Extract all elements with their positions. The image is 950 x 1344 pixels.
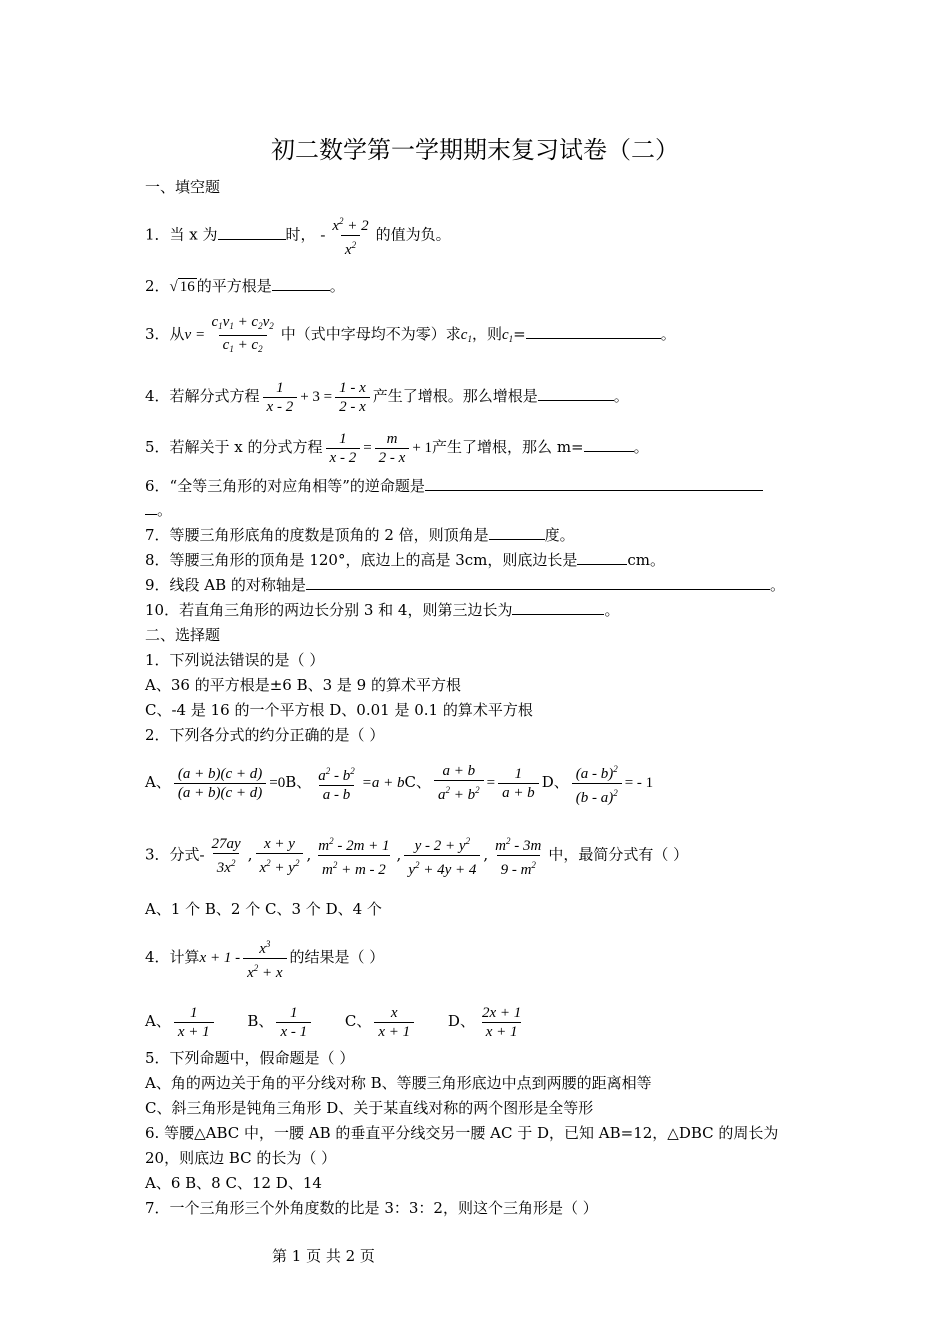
choice-q4: 4．计算x + 1 - $\frac{x^3}{x^2 + x}$ 的结果是（ ）	[145, 938, 385, 981]
answer-blank[interactable]	[584, 437, 634, 452]
choice-q5-options-ab: A、角的两边关于角的平分线对称 B、等腰三角形底边中点到两腰的距离相等	[145, 1074, 652, 1092]
answer-blank[interactable]	[145, 500, 157, 515]
fill-q6-cont: 。	[145, 500, 172, 520]
choice-q1-options-ab: A、36 的平方根是±6 B、3 是 9 的算术平方根	[145, 676, 461, 694]
choice-q1: 1．下列说法错误的是（ ）	[145, 651, 325, 669]
answer-blank[interactable]	[306, 575, 770, 590]
page-title: 初二数学第一学期期末复习试卷（二）	[271, 136, 679, 164]
choice-q2-options: A、 $\frac{(a + b)(c + d)}{(a + b)(c + d)}$ =0B、 $\frac{a^2 - b^2}{a - b}$ =a + bC、 $\frac{a + b}{a^2 + b^2}$ = $\frac{1}{a + b}$ D、 $\frac{(a - b)^2}{(b - a)^2}$ = - 1	[145, 763, 654, 806]
choice-q5: 5．下列命题中，假命题是（ ）	[145, 1049, 355, 1067]
fill-q2: 2．√ 16 的平方根是 。	[145, 277, 345, 295]
choice-q6-line1: 6. 等腰△ABC 中，一腰 AB 的垂直平分线交另一腰 AC 于 D，已知 AB=12，△DBC 的周长为	[145, 1124, 779, 1142]
answer-blank[interactable]	[538, 386, 614, 401]
answer-blank[interactable]	[425, 476, 763, 491]
fill-q7: 7．等腰三角形底角的度数是顶角的 2 倍，则顶角是 度。	[145, 526, 575, 544]
fill-q1: 1．当 x 为 时， - $\frac{x^2 + 2}{x^2}$ 的值为负。	[145, 216, 451, 258]
choice-q6-line2: 20，则底边 BC 的长为（ ）	[145, 1149, 337, 1167]
section-choice-heading: 二、选择题	[145, 626, 221, 644]
fill-q3: 3．从v = $\frac{c_1v_1 + c_2v_2}{c_1 + c_2}$ 中（式中字母均不为零）求$c_1$，则$c_1=$ 。	[145, 312, 676, 356]
fill-q9: 9．线段 AB 的对称轴是 。	[145, 576, 785, 594]
section-fill-heading: 一、填空题	[145, 178, 221, 196]
choice-q2: 2．下列各分式的约分正确的是（ ）	[145, 726, 385, 744]
choice-q1-options-cd: C、-4 是 16 的一个平方根 D、0.01 是 0.1 的算术平方根	[145, 701, 533, 719]
fill-q5: 5．若解关于 x 的分式方程 $\frac{1}{x - 2}$ = $\frac{m}{2 - x}$ + 1产生了增根，那么 m= 。	[145, 430, 649, 466]
answer-blank[interactable]	[512, 600, 604, 615]
choice-q5-options-cd: C、斜三角形是钝角三角形 D、关于某直线对称的两个图形是全等形	[145, 1099, 594, 1117]
answer-blank[interactable]	[526, 324, 661, 339]
choice-q3-options: A、1 个 B、2 个 C、3 个 D、4 个	[145, 900, 382, 918]
answer-blank[interactable]	[218, 225, 286, 240]
fill-q8: 8．等腰三角形的顶角是 120°，底边上的高是 3cm，则底边长是 cm。	[145, 551, 666, 569]
answer-blank[interactable]	[489, 525, 545, 540]
fill-q6: 6．“全等三角形的对应角相等”的逆命题是	[145, 476, 763, 496]
choice-q4-options: A、 $\frac{1}{x + 1}$ B、 $\frac{1}{x - 1}$ C、 $\frac{x}{x + 1}$ D、 $\frac{2x + 1}{x + 1}$	[145, 1004, 522, 1040]
choice-q3: 3．分式- $\frac{27ay}{3x^2}$ , $\frac{x + y}{x^2 + y^2}$ , $\frac{m^2 - 2m + 1}{m^2 + m - 2}$ , $\frac{y - 2 + y^2}{y^2 + 4y + 4}$ , $\frac{m^2 - 3m}{9 - m^2}$ 中，最简分式有（ ）	[145, 835, 689, 878]
page-footer: 第 1 页 共 2 页	[272, 1247, 375, 1265]
answer-blank[interactable]	[272, 276, 330, 291]
fill-q10: 10．若直角三角形的两边长分别 3 和 4，则第三边长为 。	[145, 601, 620, 619]
choice-q7: 7．一个三角形三个外角度数的比是 3：3：2，则这个三角形是（ ）	[145, 1199, 598, 1217]
fill-q4: 4．若解分式方程 $\frac{1}{x - 2}$ + 3 = $\frac{1 - x}{2 - x}$ 产生了增根。那么增根是 。	[145, 379, 629, 415]
answer-blank[interactable]	[577, 550, 627, 565]
choice-q6-options: A、6 B、8 C、12 D、14	[145, 1174, 322, 1192]
